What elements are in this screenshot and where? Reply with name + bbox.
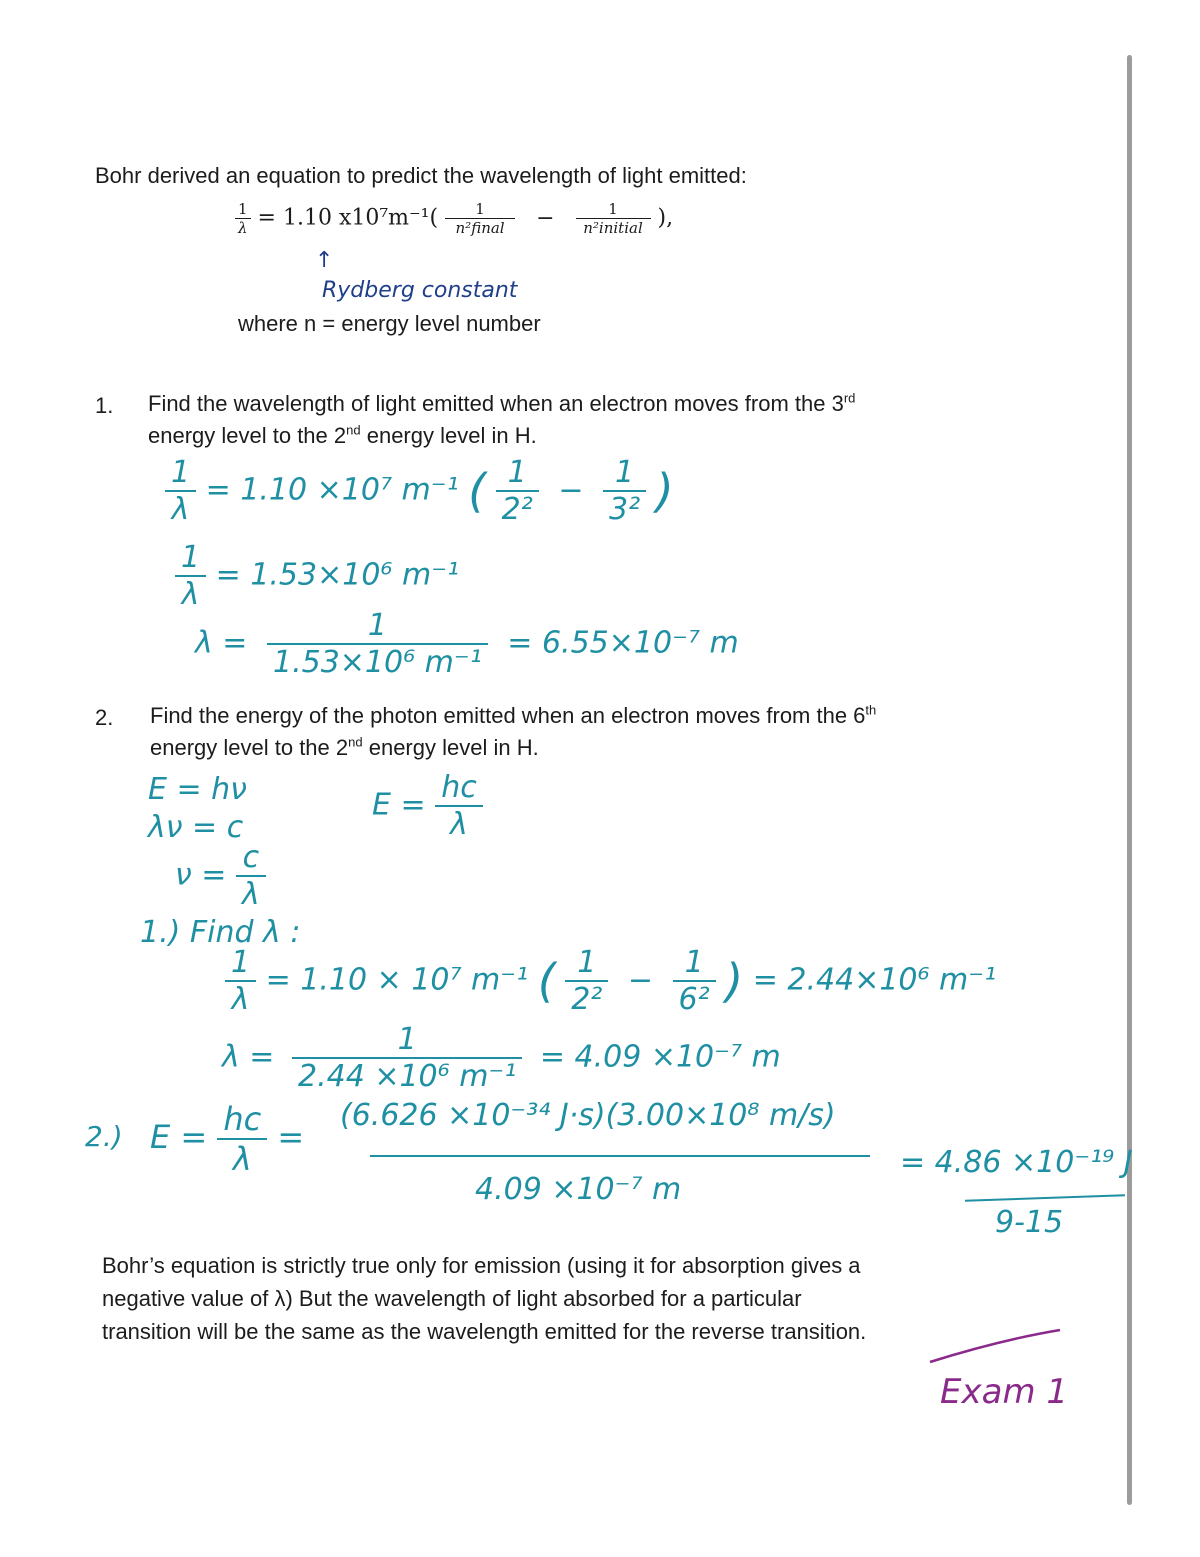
step1-work-line1: $\frac{1}{\lambda}$ = 1.10 × 10⁷ m⁻¹ ( $\frac{1}{\text{2²}}$ − $\frac{1}{\text{6²}}$ ) = 2.44×10⁶ m⁻¹	[225, 945, 996, 1017]
eq-minus: −	[536, 205, 555, 231]
lambda-nu-c-note: λν = c	[148, 810, 244, 845]
rydberg-note: Rydberg constant	[322, 278, 518, 303]
nu-eq-note: ν = $\frac{c}{\lambda}$	[175, 840, 266, 912]
q1-answer: = 6.55×10⁻⁷ m	[507, 625, 739, 661]
step2-e-hc: E = $\frac{hc}{\lambda}$ =	[150, 1100, 305, 1178]
score-note: 9-15	[995, 1205, 1064, 1240]
step1-label: 1.) Find λ :	[140, 915, 301, 950]
step2-numerator: (6.626 ×10⁻³⁴ J·s)(3.00×10⁸ m/s)	[340, 1098, 836, 1133]
step2-label: 2.)	[85, 1120, 123, 1153]
intro-text: Bohr derived an equation to predict the wavelength of light emitted:	[95, 163, 747, 188]
e-hv-note: E = hν	[148, 772, 247, 807]
eq-constant: = 1.10 x10⁷m⁻¹(	[257, 205, 439, 231]
eq-term-final: $\frac{1}{\text{n²final}}$	[445, 200, 515, 237]
q1-work-line1: $\frac{1}{\lambda}$ = 1.10 ×10⁷ m⁻¹ ( $\frac{1}{\text{2²}}$ − $\frac{1}{\text{3²}}$ )	[165, 455, 674, 527]
eq-lhs-fraction: $\frac{1}{\lambda}$	[235, 200, 251, 237]
q2-number: 2.	[95, 705, 114, 730]
eq-term-initial: $\frac{1}{\text{n²initial}}$	[576, 200, 651, 237]
arrow-up-icon: ↑	[315, 248, 334, 273]
step1-result: = 2.44×10⁶ m⁻¹	[752, 962, 997, 998]
q1-line2: energy level to the 2nd energy level in H.	[148, 422, 537, 448]
where-text: where n = energy level number	[238, 311, 541, 336]
step1-work-line2: λ = $\frac{1}{\text{2.44 ×10⁶ m⁻¹}}$ = 4.09 ×10⁻⁷ m	[222, 1022, 781, 1094]
step2-result: = 4.86 ×10⁻¹⁹ J	[900, 1145, 1133, 1180]
footer-line1: Bohr’s equation is strictly true only for emission (using it for absorption gives a	[102, 1253, 861, 1278]
exam-note: Exam 1	[940, 1372, 1068, 1412]
e-hc-note: E = $\frac{hc}{\lambda}$	[372, 770, 483, 842]
q1-number: 1.	[95, 393, 114, 418]
q1-work-line2: $\frac{1}{\lambda}$ = 1.53×10⁶ m⁻¹	[175, 540, 459, 612]
q2-line1: Find the energy of the photon emitted when an electron moves from the 6th	[150, 702, 877, 728]
q1-work-line3: λ = $\frac{1}{\text{1.53×10⁶ m⁻¹}}$ = 6.55×10⁻⁷ m	[195, 608, 739, 680]
step1-lambda-result: = 4.09 ×10⁻⁷ m	[539, 1039, 781, 1075]
q1-line1: Find the wavelength of light emitted when an electron moves from the 3rd	[148, 390, 856, 416]
q2-line2: energy level to the 2nd energy level in H.	[150, 734, 539, 760]
footer-line2: negative value of λ) But the wavelength of light absorbed for a particular	[102, 1286, 802, 1311]
eq-close: ),	[657, 205, 674, 231]
footer-line3: transition will be the same as the wavelength emitted for the reverse transition.	[102, 1319, 867, 1344]
step2-denominator: 4.09 ×10⁻⁷ m	[475, 1172, 682, 1207]
